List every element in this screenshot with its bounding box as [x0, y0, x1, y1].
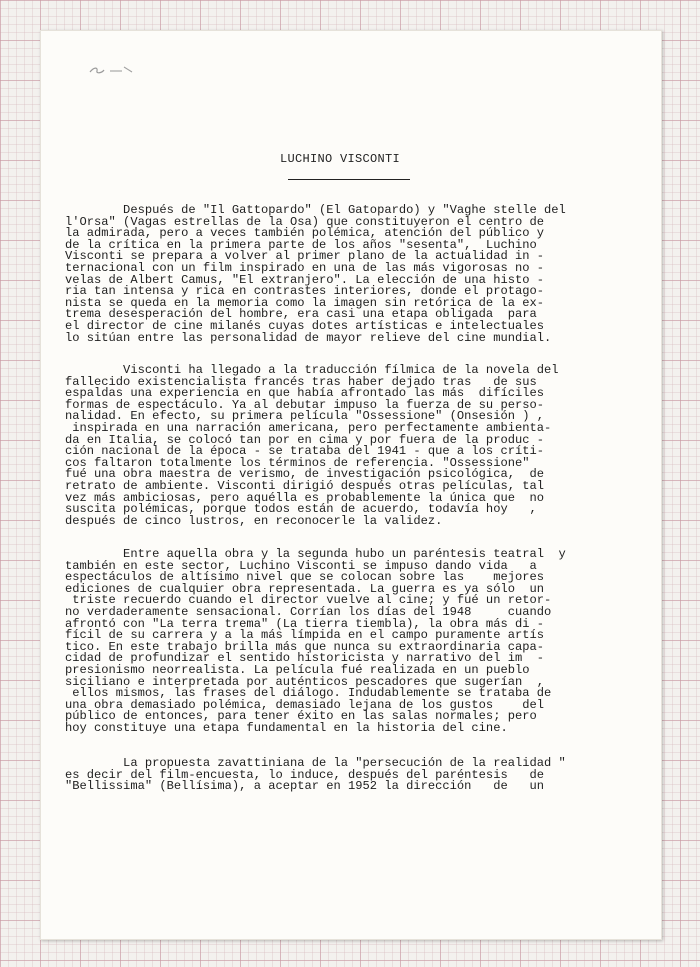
- text-line: velas de Albert Camus, "El extranjero". La elección de una histo -: [65, 272, 544, 287]
- text-line: nista se queda en la memoria como la imagen sin retórica de la ex-: [65, 295, 544, 310]
- text-line: la admirada, pero a veces también polémica, atención del público y: [65, 226, 544, 241]
- text-line: después de cinco lustros, en reconocerle la validez.: [65, 513, 443, 528]
- text-line: ediciones de cualquier obra representada. La guerra es ya sólo un: [65, 581, 544, 596]
- document-title: LUCHINO VISCONTI: [279, 152, 401, 166]
- text-line: vez más ambiciosas, pero aquélla es probablemente la única que no: [65, 490, 544, 505]
- text-line: cos faltaron totalmente los términos de referencia. "Ossessione": [65, 455, 530, 470]
- text-line: el director de cine milanés cuyas dotes artísticas e intelectuales: [65, 318, 544, 333]
- text-line: no verdaderamente sensacional. Corrían los días del 1948 cuando: [65, 604, 552, 619]
- text-line: ción nacional de la época - se trataba del 1941 - que a los críti-: [65, 444, 544, 459]
- text-line: también en este sector, Luchino Visconti se impuso dando vida a: [65, 558, 537, 573]
- text-line: Visconti se prepara a volver al primer plano de la actualidad in -: [65, 249, 544, 264]
- text-line: nalidad. En efecto, su primera película "Ossessione" (Onsesión ) ,: [65, 409, 544, 424]
- text-line: Visconti ha llegado a la traducción fílmica de la novela del: [65, 363, 559, 377]
- paragraph-1: [65, 205, 625, 344]
- text-line: retrato de ambiente. Visconti dirigió después otras películas, tal: [65, 478, 544, 493]
- text-line: ria tan intensa y rica en contrastes interiores, donde el protago-: [65, 284, 544, 299]
- text-line: triste recuerdo cuando el director vuelve al cine; y fué un retor-: [65, 593, 552, 608]
- text-line: suscita polémicas, porque todos están de acuerdo, todavía hoy ,: [65, 502, 537, 517]
- text-line: público de entonces, para tener éxito en las salas normales; pero: [65, 709, 537, 724]
- text-line: l'Orsa" (Vagas estrellas de la Osa) que constituyeron el centro de: [65, 214, 544, 229]
- text-line: Entre aquella obra y la segunda hubo un paréntesis teatral y: [65, 547, 566, 561]
- text-line: de la crítica en la primera parte de los años "sesenta", Luchino: [65, 237, 537, 252]
- text-line: ternacional con un film inspirado en una de las más vigorosas no -: [65, 260, 544, 275]
- text-line: siciliano e interpretada por auténticos pescadores que sugerían ,: [65, 674, 544, 689]
- text-line: una obra demasiado polémica, demasiado lejana de los gustos del: [65, 697, 544, 712]
- text-line: espectáculos de altísimo nivel que se colocan sobre las mejores: [65, 570, 544, 585]
- text-line: tico. En este trabajo brilla más que nunca su extraordinaria capa-: [65, 639, 544, 654]
- text-line: formas de espectáculo. Ya al debutar impuso la fuerza de su perso-: [65, 397, 544, 412]
- text-line: da en Italia, se colocó tan por en cima y por fuera de la produc -: [65, 432, 544, 447]
- text-line: hoy constituye una etapa fundamental en la historia del cine.: [65, 720, 508, 735]
- text-line: La propuesta zavattiniana de la "persecución de la realidad ": [65, 756, 566, 770]
- text-line: cidad de profundizar el sentido historicista y narrativo del im -: [65, 651, 544, 666]
- text-line: "Bellissima" (Bellísima), a aceptar en 1952 la dirección de un: [65, 779, 544, 794]
- paragraph-2: [65, 365, 625, 527]
- text-line: inspirada en una narración americana, pero perfectamente ambienta-: [65, 420, 552, 435]
- text-line: presionismo neorrealista. La película fué realizada en un pueblo: [65, 662, 530, 677]
- text-line: es decir del film-encuesta, lo induce, después del paréntesis de: [65, 767, 544, 782]
- text-line: espaldas una experiencia en que había afrontado las más difíciles: [65, 386, 544, 401]
- text-line: fué una obra maestra de verismo, de investigación psicológica, de: [65, 467, 544, 482]
- text-line: Después de "Il Gattopardo" (El Gatopardo) y "Vaghe stelle del: [65, 203, 566, 217]
- text-line: trema desesperación del hombre, era casi una etapa obligada para: [65, 307, 537, 322]
- pencil-scribble: [88, 63, 136, 77]
- paragraph-4: [65, 758, 625, 793]
- text-line: afrontó con "La terra trema" (La tierra tiembla), la obra más di -: [65, 616, 544, 631]
- text-line: ellos mismos, las frases del diálogo. Indudablemente se trataba de: [65, 686, 552, 701]
- paragraph-3: [65, 549, 625, 735]
- text-line: lo sitúan entre las personalidad de mayor relieve del cine mundial.: [65, 330, 552, 345]
- title-underline: [288, 179, 410, 180]
- text-line: fallecido existencialista francés tras haber dejado tras de sus: [65, 374, 537, 389]
- text-line: fícil de su carrera y a la más límpida en el campo puramente artís: [65, 628, 544, 643]
